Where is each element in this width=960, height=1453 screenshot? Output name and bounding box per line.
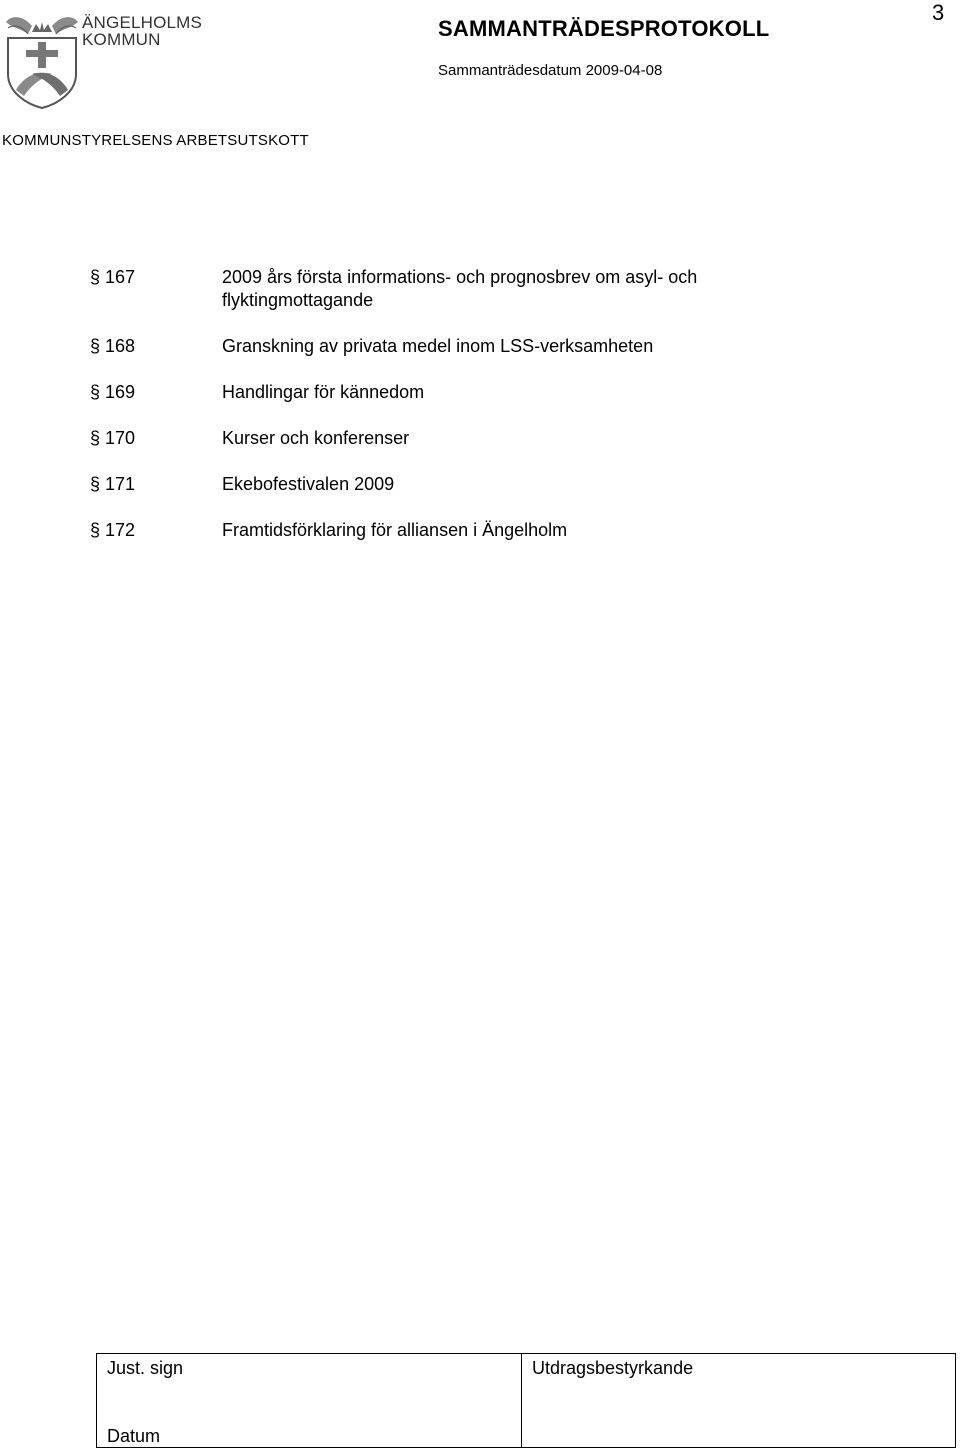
agenda-item-title: 2009 års första informations- och prognosbrev om asyl- och flyktingmottagande: [222, 267, 698, 310]
just-sign-label: Just. sign: [107, 1358, 184, 1378]
agenda-item: [90, 381, 790, 404]
agenda-item: [90, 266, 790, 312]
agenda-item-title: Framtidsförklaring för alliansen i Ängelholm: [222, 520, 568, 540]
agenda-paragraph-ref: § 172: [90, 520, 136, 540]
municipality-logo: [2, 12, 203, 112]
page-number: 3: [932, 0, 945, 25]
agenda-paragraph-ref: § 170: [90, 428, 136, 448]
signature-cell-left: [97, 1354, 522, 1447]
agenda-item-title: Handlingar för kännedom: [222, 382, 425, 402]
document-title: SAMMANTRÄDESPROTOKOLL: [438, 16, 770, 41]
agenda-list: [90, 266, 790, 565]
meeting-date: Sammanträdesdatum 2009-04-08: [438, 62, 663, 79]
agenda-item: [90, 427, 790, 450]
agenda-item-title: Kurser och konferenser: [222, 428, 410, 448]
datum-label: Datum: [107, 1426, 161, 1446]
agenda-item: [90, 335, 790, 358]
committee-name: KOMMUNSTYRELSENS ARBETSUTSKOTT: [2, 132, 309, 149]
agenda-item-title: Ekebofestivalen 2009: [222, 474, 395, 494]
logo-line-1: ÄNGELHOLMS: [82, 13, 203, 32]
agenda-paragraph-ref: § 169: [90, 382, 136, 402]
agenda-item: [90, 473, 790, 496]
agenda-item-title: Granskning av privata medel inom LSS-verksamheten: [222, 336, 654, 356]
logo-line-2: KOMMUN: [82, 30, 161, 49]
logo-text: [82, 14, 202, 48]
agenda-paragraph-ref: § 171: [90, 474, 136, 494]
utdragsbestyrkande-label: Utdragsbestyrkande: [532, 1358, 694, 1378]
agenda-paragraph-ref: § 168: [90, 336, 136, 356]
coat-of-arms-icon: [2, 12, 82, 110]
agenda-item: [90, 519, 790, 542]
agenda-paragraph-ref: § 167: [90, 267, 136, 287]
signature-cell-right: [522, 1354, 955, 1447]
signature-table: [96, 1353, 956, 1448]
